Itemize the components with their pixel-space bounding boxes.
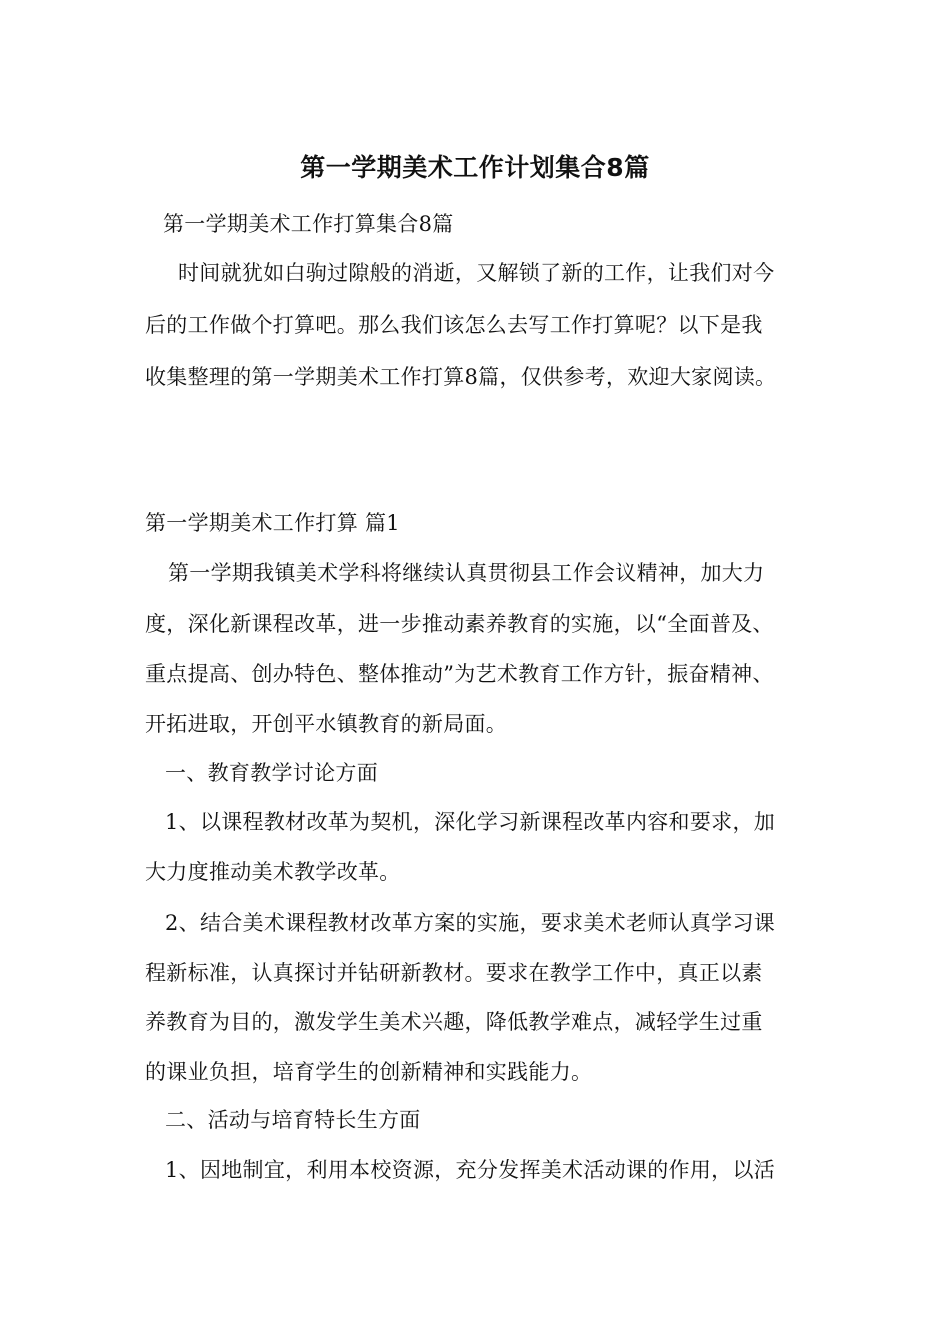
intro-line-1: 时间就犹如白驹过隙般的消逝，又解锁了新的工作，让我们对今 [178,261,775,285]
section1-para-line-1: 第一学期我镇美术学科将继续认真贯彻县工作会议精神，加大力 [168,561,765,585]
heading-two: 二、活动与培育特长生方面 [165,1108,421,1132]
section1-para-line-2: 度，深化新课程改革，进一步推动素养教育的实施，以“全面普及、 [145,612,774,636]
document-title: 第一学期美术工作计划集合8篇 [300,153,650,182]
item2-line-2: 程新标准，认真探讨并钻研新教材。要求在教学工作中，真正以素 [145,961,763,985]
item1-line-2: 大力度推动美术教学改革。 [145,860,401,884]
item2-line-4: 的课业负担，培育学生的创新精神和实践能力。 [145,1060,593,1084]
intro-line-3: 收集整理的第一学期美术工作打算8篇，仅供参考，欢迎大家阅读。 [145,365,777,389]
heading-one: 一、教育教学讨论方面 [165,761,378,785]
item2-line-1: 2、结合美术课程教材改革方案的实施，要求美术老师认真学习课 [165,911,776,935]
intro-line-2: 后的工作做个打算吧。那么我们该怎么去写工作打算呢？以下是我 [145,313,763,337]
item1-line-1: 1、以课程教材改革为契机，深化学习新课程改革内容和要求，加 [165,810,776,834]
item2-line-3: 养教育为目的，激发学生美术兴趣，降低教学难点，减轻学生过重 [145,1010,763,1034]
section1-para-line-3: 重点提高、创办特色、整体推动”为艺术教育工作方针，振奋精神、 [145,662,774,686]
section-heading-1: 第一学期美术工作打算 篇1 [145,511,400,535]
document-subtitle: 第一学期美术工作打算集合8篇 [163,212,454,236]
item3-line-1: 1、因地制宜，利用本校资源，充分发挥美术活动课的作用，以活 [165,1158,776,1182]
section1-para-line-4: 开拓进取，开创平水镇教育的新局面。 [145,712,508,736]
